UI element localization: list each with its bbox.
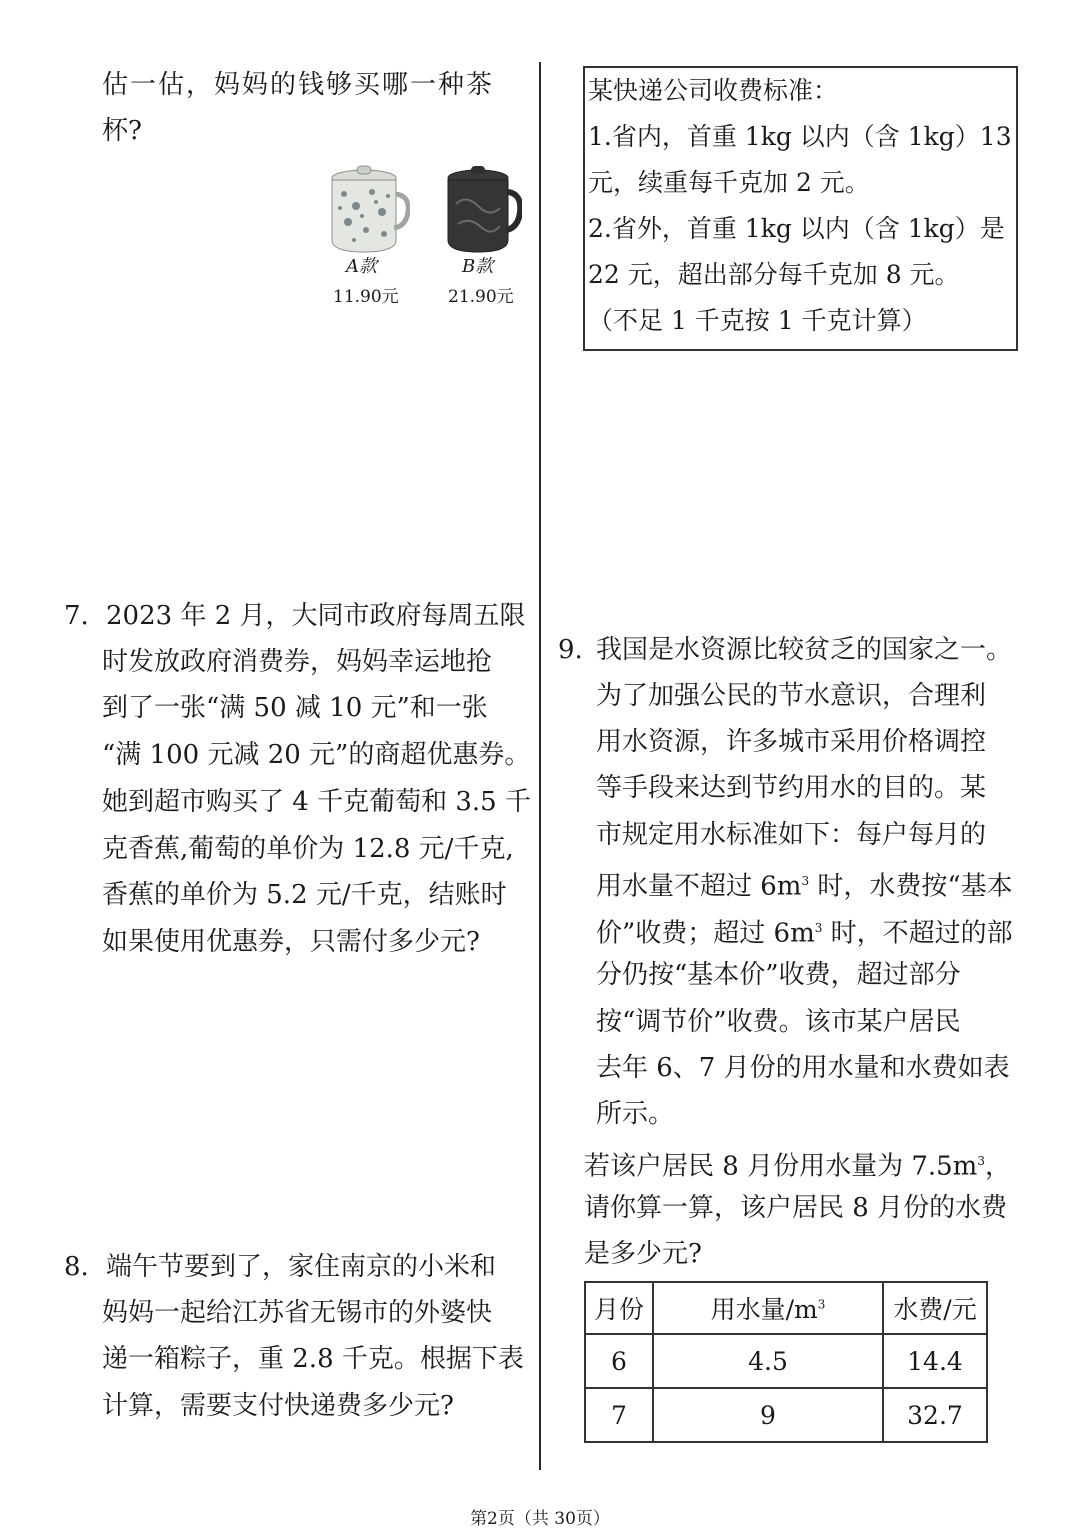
cup-a-image xyxy=(326,164,410,256)
q6-line-1: 估一估，妈妈的钱够买哪一种茶 xyxy=(102,70,495,100)
cell-usage: 4.5 xyxy=(653,1334,883,1388)
q8-line: 端午节要到了，家住南京的小米和 xyxy=(106,1252,497,1282)
cell-fee: 32.7 xyxy=(883,1388,987,1442)
q7-line: 时发放政府消费券，妈妈幸运地抢 xyxy=(102,647,493,677)
q7-line: 克香蕉,葡萄的单价为 12.8 元/千克, xyxy=(102,834,514,864)
q7-line: 如果使用优惠券，只需付多少元? xyxy=(102,927,480,957)
cell-usage: 9 xyxy=(653,1388,883,1442)
header-usage: 用水量$/m^3$ xyxy=(653,1282,883,1334)
fee-box-title: 某快递公司收费标准： xyxy=(588,76,839,105)
q9-line: 为了加强公民的节水意识，合理利 xyxy=(596,681,987,711)
q8-line: 计算，需要支付快递费多少元? xyxy=(102,1391,454,1421)
fee-box-line-5: （不足 1 千克按 1 千克计算） xyxy=(588,306,927,335)
cup-b-price: 21.90元 xyxy=(448,287,514,307)
q7-line: 香蕉的单价为 5.2 元/千克，结账时 xyxy=(102,880,507,910)
header-month: 月份 xyxy=(585,1282,653,1334)
q6-line-2: 杯? xyxy=(102,116,142,146)
q9-line: 市规定用水标准如下：每户每月的 xyxy=(596,820,987,850)
water-usage-table xyxy=(584,1281,988,1443)
q7-line: 到了一张“满 50 减 10 元”和一张 xyxy=(102,693,488,723)
q7-line: 她到超市购买了 4 千克葡萄和 3.5 千 xyxy=(102,787,531,817)
cup-a-price: 11.90元 xyxy=(333,287,399,307)
q7-line: “满 100 元减 20 元”的商超优惠券。 xyxy=(102,740,531,770)
q9-line: 等手段来达到节约用水的目的。某 xyxy=(596,773,987,803)
q9-line: 若该户居民 8 月份用水量为 $7.5m^3$， xyxy=(584,1151,1011,1182)
q8-number: 8. xyxy=(64,1252,89,1282)
q9-line: 用水资源，许多城市采用价格调控 xyxy=(596,727,987,757)
cell-month: 7 xyxy=(585,1388,653,1442)
table-row xyxy=(585,1334,987,1388)
fee-box-line-1: 1.省内，首重 1kg 以内（含 1kg）13 xyxy=(588,122,1012,151)
table-row xyxy=(585,1388,987,1442)
column-divider xyxy=(539,62,541,1470)
q9-line: 我国是水资源比较贫乏的国家之一。 xyxy=(596,635,1013,665)
q7-number: 7. xyxy=(64,601,89,631)
cup-b-image xyxy=(442,164,522,256)
table-header-row xyxy=(585,1282,987,1334)
page-footer: 第2页（共 30页） xyxy=(470,1509,610,1529)
q9-line: 去年 6、7 月份的用水量和水费如表 xyxy=(596,1053,1010,1083)
q8-line: 递一箱粽子，重 2.8 千克。根据下表 xyxy=(102,1344,524,1374)
q7-line: 2023 年 2 月，大同市政府每周五限 xyxy=(106,601,526,631)
q9-line: 分仍按“基本价”收费，超过部分 xyxy=(596,960,961,990)
q9-line: 是多少元? xyxy=(584,1239,702,1269)
express-fee-box xyxy=(583,66,1018,351)
q9-line: 所示。 xyxy=(596,1099,675,1129)
fee-box-line-4: 22 元，超出部分每千克加 8 元。 xyxy=(588,260,960,289)
fee-box-line-3: 2.省外，首重 1kg 以内（含 1kg）是 xyxy=(588,214,1005,243)
header-fee: 水费/元 xyxy=(883,1282,987,1334)
cup-a-label: A款 xyxy=(346,256,377,277)
q9-line: 价”收费；超过 $6m^3$ 时，不超过的部 xyxy=(596,918,1013,949)
fee-box-line-2: 元，续重每千克加 2 元。 xyxy=(588,168,870,197)
q9-number: 9. xyxy=(558,635,583,665)
cup-b-label: B款 xyxy=(462,256,494,277)
q9-line: 用水量不超过 $6m^3$ 时，水费按“基本 xyxy=(596,871,1013,902)
cell-fee: 14.4 xyxy=(883,1334,987,1388)
q9-line: 请你算一算，该户居民 8 月份的水费 xyxy=(584,1193,1008,1223)
cell-month: 6 xyxy=(585,1334,653,1388)
q9-line: 按“调节价”收费。该市某户居民 xyxy=(596,1007,961,1037)
q8-line: 妈妈一起给江苏省无锡市的外婆快 xyxy=(102,1298,493,1328)
